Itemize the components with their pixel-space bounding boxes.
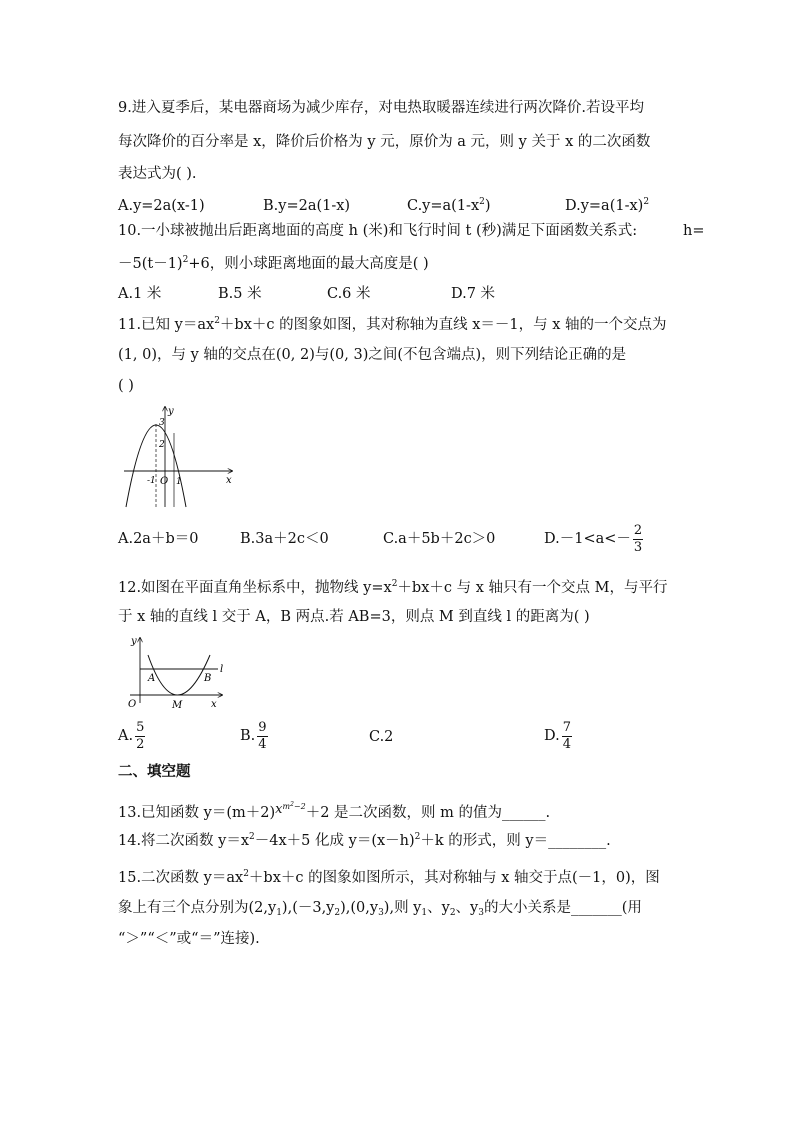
q11-option-b: B.3a＋2c＜0 bbox=[240, 531, 329, 547]
q11-y-label: y bbox=[168, 406, 174, 417]
q9-line3: 表达式为( ). bbox=[118, 166, 197, 182]
q9-option-c: $C.y=a(1-x^2)$ bbox=[407, 197, 491, 214]
q12-parabola-curve bbox=[148, 655, 210, 695]
q12-option-b-fraction: $\frac{9}{4}$ bbox=[258, 719, 267, 752]
q11-x-label: x bbox=[226, 475, 232, 486]
q10-option-a: A.1 米 bbox=[118, 286, 162, 302]
q11-option-c: C.a＋5b＋2c＞0 bbox=[383, 531, 496, 547]
q10-line1: 10.一小球被抛出后距离地面的高度 h (米)和飞行时间 t (秒)满足下面函数关系式: h= bbox=[118, 223, 705, 239]
q13-power: $x^{m^2-2}$ bbox=[275, 801, 306, 817]
q9-line2: 每次降价的百分率是 x，降价后价格为 y 元，原价为 a 元，则 y 关于 x 的二次函数 bbox=[118, 134, 651, 150]
q12-option-a-fraction: $\frac{5}{2}$ bbox=[136, 719, 145, 752]
q10-option-b: B.5 米 bbox=[218, 286, 262, 302]
q12-l-label: l bbox=[220, 664, 224, 675]
q12-y-label: y bbox=[131, 636, 137, 647]
q11-line2: (1, 0)，与 y 轴的交点在(0, 2)与(0, 3)之间(不包含端点)，则下列结论正确的是 bbox=[118, 347, 627, 363]
q15-line1: 15.二次函数 $y=ax^2+bx+c$ 的图象如图所示，其对称轴与 x 轴交于点(－1，0)，图 bbox=[118, 869, 660, 886]
q11-option-d: D.－1<a<－ $\frac{2}{3}$ bbox=[544, 522, 643, 555]
q11-tick-1: 1 bbox=[176, 477, 182, 487]
q12-option-c: C.2 bbox=[369, 729, 394, 745]
q12-option-d-fraction: $\frac{7}{4}$ bbox=[562, 719, 571, 752]
q11-line1: 11.已知 $y=ax^2+bx+c$ 的图象如图，其对称轴为直线 x＝－1，与 x 轴的一个交点为 bbox=[118, 316, 667, 333]
q14-line: 14.将二次函数 $y=x^2-4x+5$ 化成 $y=(x-h)^2+k$ 的形式，则 y＝________. bbox=[118, 832, 611, 849]
q11-origin: O bbox=[160, 476, 169, 487]
q10-option-d: D.7 米 bbox=[451, 286, 496, 302]
q11-tick-3: 3 bbox=[159, 418, 165, 428]
q12-option-b: B. $\frac{9}{4}$ bbox=[240, 719, 267, 752]
q12-b-label: B bbox=[204, 673, 212, 684]
q12-parabola-figure bbox=[118, 633, 230, 711]
q12-line2: 于 x 轴的直线 l 交于 A，B 两点.若 AB=3，则点 M 到直线 l 的距离为( ) bbox=[118, 609, 590, 625]
q15-line2: 象上有三个点分别为$(2,y_1),(-3,y_2),(0,y_3)$,则 $y_1$、$y_2$、$y_3$的大小关系是_______(用 bbox=[118, 900, 642, 918]
q9-option-a: A.y=2a(x-1) bbox=[118, 198, 205, 214]
q11-parabola-figure bbox=[120, 403, 240, 511]
q12-a-label: A bbox=[148, 673, 156, 684]
q12-x-label: x bbox=[211, 699, 217, 710]
q12-line1: 12.如图在平面直角坐标系中，抛物线 $y=x^2+bx+c$ 与 x 轴只有一个交点 M，与平行 bbox=[118, 579, 668, 596]
q10-line2: $-5(t-1)^2+6$，则小球距离地面的最大高度是( ) bbox=[118, 255, 429, 272]
q9-option-d: $D.y=a(1-x)^2$ bbox=[565, 197, 650, 214]
q11-option-a: A.2a＋b＝0 bbox=[118, 531, 199, 547]
q11-tick-2: 2 bbox=[159, 440, 165, 450]
q12-option-d: D. $\frac{7}{4}$ bbox=[544, 719, 571, 752]
q9-option-b: B.y=2a(1-x) bbox=[263, 198, 351, 214]
q12-o-label: O bbox=[128, 699, 137, 710]
q11-tick-minus1: -1 bbox=[147, 476, 156, 486]
q12-option-a: A. $\frac{5}{2}$ bbox=[118, 719, 145, 752]
section-heading-fill-in: 二、填空题 bbox=[118, 764, 191, 780]
q9-line1: 9.进入夏季后，某电器商场为减少库存，对电热取暖器连续进行两次降价.若设平均 bbox=[118, 100, 644, 116]
q11-line3: ( ) bbox=[118, 378, 134, 394]
q12-m-label: M bbox=[172, 700, 183, 711]
q15-line3: “＞”“＜”或“＝”连接). bbox=[118, 931, 260, 947]
q13-line: 13.已知函数 $y=(m+2)x^{m^2-2}+2$ 是二次函数，则 m 的值为______. bbox=[118, 801, 551, 821]
q11-option-d-fraction: $\frac{2}{3}$ bbox=[633, 522, 643, 555]
q10-option-c: C.6 米 bbox=[327, 286, 371, 302]
